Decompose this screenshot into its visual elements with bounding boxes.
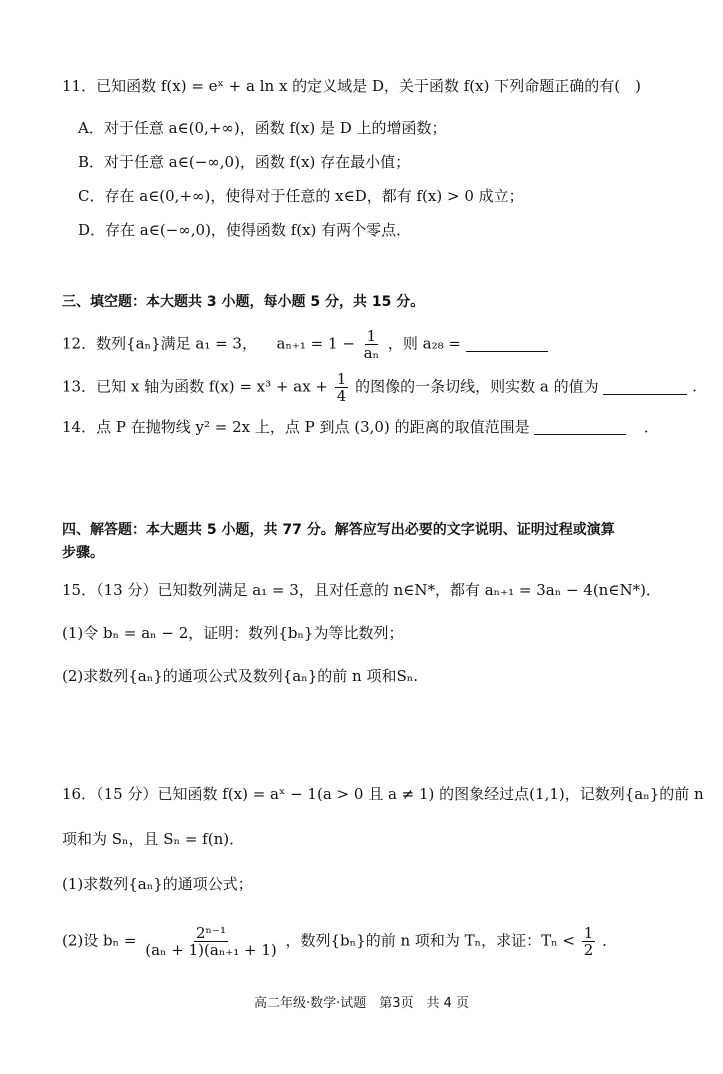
q11-option-a: A．对于任意 a∈(0,+∞)，函数 f(x) 是 D 上的增函数；	[78, 119, 447, 137]
q12-text-c: ，则 a₂₈ =	[387, 334, 461, 353]
q12-fraction	[362, 328, 381, 361]
section3-title: 三、填空题：本大题共 3 小题，每小题 5 分，共 15 分。	[62, 294, 425, 310]
q12-answer-blank[interactable]	[466, 337, 548, 352]
q11-stem: 11．已知函数 f(x) = eˣ + a ln x 的定义域是 D，关于函数 f(x) 下列命题正确的有( )	[62, 77, 641, 95]
q11-option-b: B．对于任意 a∈(−∞,0)，函数 f(x) 存在最小值；	[78, 153, 411, 171]
q12-text-b: aₙ₊₁ = 1 −	[276, 334, 360, 353]
q16-bn-den: (aₙ + 1)(aₙ₊₁ + 1)	[145, 941, 277, 959]
q16-part2-end: ．	[602, 931, 618, 950]
q12-line	[62, 328, 548, 361]
q16-part2-text-b: ，数列{bₙ}的前 n 项和为 Tₙ，求证：Tₙ <	[285, 931, 575, 950]
q14-end: ．	[643, 418, 659, 436]
q15-stem: 15．（13 分）已知数列满足 a₁ = 3，且对任意的 n∈N*，都有 aₙ₊₁ = 3aₙ − 4(n∈N*)．	[62, 581, 661, 599]
q16-part2-text-a: (2)设 bₙ =	[62, 931, 137, 950]
q16-half-den: 2	[583, 941, 594, 959]
q16-bn-fraction	[143, 925, 279, 958]
q13-answer-blank[interactable]	[603, 380, 687, 395]
q16-part1: (1)求数列{aₙ}的通项公式；	[62, 875, 253, 893]
q14-line	[62, 417, 659, 437]
q16-part2-line	[62, 925, 617, 958]
q12-frac-den: aₙ	[363, 344, 380, 362]
q13-frac-num: 1	[336, 370, 347, 388]
q16-half-num: 1	[583, 924, 594, 942]
section4-title-line2: 步骤。	[62, 545, 104, 561]
q11-option-d: D．存在 a∈(−∞,0)，使得函数 f(x) 有两个零点．	[78, 221, 412, 239]
q12-text-a: 12．数列{aₙ}满足 a₁ = 3，	[62, 334, 257, 353]
page-footer: 高二年级·数学·试题 第3页 共 4 页	[253, 996, 470, 1011]
q13-end: .	[692, 377, 697, 396]
q14-text: 14．点 P 在抛物线 y² = 2x 上，点 P 到点 (3,0) 的距离的取值范围是	[62, 418, 530, 436]
q12-frac-num: 1	[366, 327, 377, 345]
q15-part2: (2)求数列{aₙ}的通项公式及数列{aₙ}的前 n 项和Sₙ.	[62, 667, 419, 685]
q13-text-a: 13．已知 x 轴为函数 f(x) = x³ + ax +	[62, 377, 328, 396]
q13-line	[62, 371, 697, 404]
q15-part1: (1)令 bₙ = aₙ − 2，证明：数列{bₙ}为等比数列；	[62, 624, 404, 642]
q16-half-fraction	[582, 925, 596, 958]
q16-bn-num: 2ⁿ⁻¹	[196, 924, 226, 942]
q13-frac-den: 4	[336, 387, 347, 405]
q14-answer-blank[interactable]	[534, 420, 626, 435]
q13-text-b: 的图像的一条切线，则实数 a 的值为	[355, 377, 599, 396]
q13-fraction	[335, 371, 349, 404]
q11-option-c: C．存在 a∈(0,+∞)，使得对于任意的 x∈D，都有 f(x) > 0 成立；	[78, 187, 524, 205]
q16-stem-line2: 项和为 Sₙ，且 Sₙ = f(n)．	[62, 830, 245, 848]
q16-stem-line1: 16．（15 分）已知函数 f(x) = aˣ − 1(a > 0 且 a ≠ 1) 的图象经过点(1,1)，记数列{aₙ}的前 n	[62, 785, 704, 803]
section4-title-line1: 四、解答题：本大题共 5 小题，共 77 分。解答应写出必要的文字说明、证明过程或演算	[62, 522, 615, 538]
